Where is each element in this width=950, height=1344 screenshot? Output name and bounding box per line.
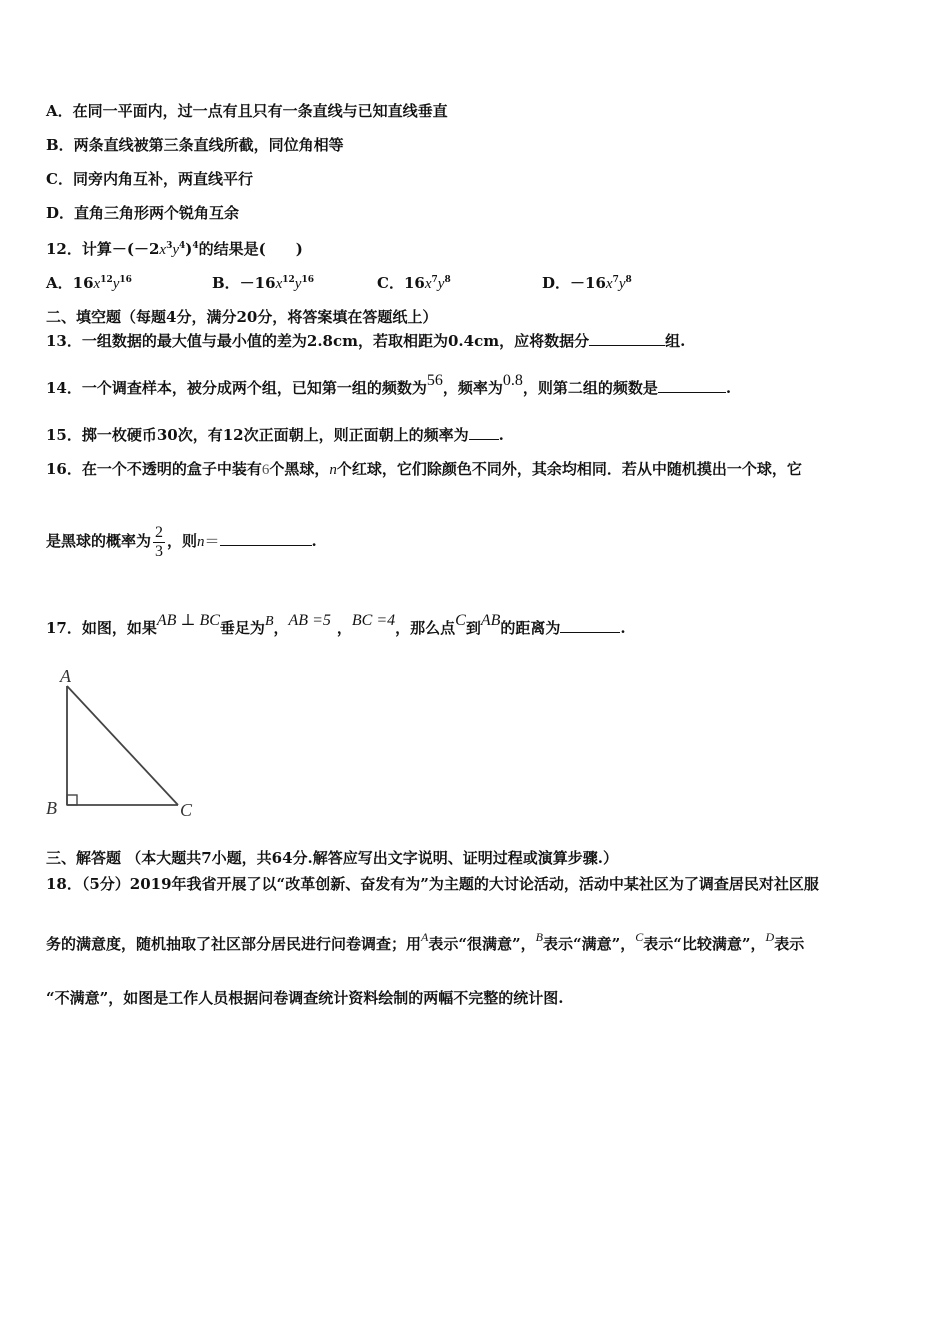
- q15-end: .: [498, 426, 504, 444]
- q12-option-d: D．$-16x^7y^8$: [542, 274, 632, 292]
- option-a: A．在同一平面内，过一点有且只有一条直线与已知直线垂直: [46, 102, 448, 120]
- q14-suffix: ，则第二组的频数是: [522, 379, 658, 397]
- question-15: [46, 425, 504, 445]
- q12-close: ): [185, 240, 193, 258]
- q17-perp: AB ⊥ BC: [156, 612, 220, 629]
- q17-to: 到: [465, 619, 481, 637]
- q18-C: C: [635, 930, 644, 944]
- q12-option-c: C．$16x^7y^8$: [377, 274, 451, 292]
- q18-B: B: [535, 930, 543, 944]
- q15-answer-blank: [469, 425, 499, 440]
- q16-frac-den: 3: [155, 542, 164, 560]
- option-b: B．两条直线被第三条直线所截，同位角相等: [46, 136, 344, 154]
- question-18-line3: “不满意”，如图是工作人员根据问卷调查统计资料绘制的两幅不完整的统计图.: [46, 989, 564, 1007]
- q17-mid: ，那么点: [395, 619, 456, 637]
- q14-rate: 0.8: [502, 372, 523, 389]
- question-16: [46, 459, 802, 480]
- q17-suffix: 的距离为: [500, 619, 561, 637]
- q12-option-a: A．$16x^{12}y^{16}$: [46, 274, 132, 292]
- q17-b: B: [264, 614, 274, 629]
- q17-bc: BC =4: [351, 612, 396, 629]
- q17-end: .: [620, 619, 626, 637]
- q16-n: n: [329, 462, 337, 478]
- q16-frac-num: 2: [155, 523, 164, 541]
- option-c: C．同旁内角互补，两直线平行: [46, 170, 253, 188]
- q12-outer-exp: 4: [192, 241, 199, 251]
- q16-line2-prefix: 是黑球的概率为: [46, 532, 152, 550]
- q18-line2-d: 表示“比较满意”，: [643, 935, 766, 953]
- q17-comma-1: ，: [273, 619, 289, 637]
- q16-mid2: 个红球，它们除颜色不同外，其余均相同．若从中随机摸出一个球，它: [336, 460, 802, 478]
- right-angle-mark: [67, 795, 77, 805]
- question-17: [46, 612, 626, 640]
- q13-text: 13．一组数据的最大值与最小值的差为2.8cm，若取相距为0.4cm，应将数据分: [46, 332, 590, 350]
- question-18-line2: [46, 930, 805, 955]
- question-16-line2: [46, 522, 317, 561]
- q16-eq: ＝: [204, 534, 220, 550]
- q16-six: 6: [261, 462, 270, 478]
- q17-ab2: AB: [480, 612, 501, 629]
- option-d: D．直角三角形两个锐角互余: [46, 204, 240, 222]
- q18-line2-e: 表示: [774, 935, 805, 953]
- q16-mid1: 个黑球，: [269, 460, 330, 478]
- question-18-line1: 18．（5分）2019年我省开展了以“改革创新、奋发有为”为主题的大讨论活动，活动中某社区为了调查居民对社区服: [46, 875, 819, 893]
- section-2-title: 二、填空题（每题4分，满分20分，将答案填在答题纸上）: [46, 308, 438, 326]
- q13-answer-blank: [589, 331, 665, 346]
- q17-answer-blank: [560, 618, 620, 633]
- q12-stem-prefix: 12．计算－(－2: [46, 240, 160, 258]
- question-13: [46, 331, 685, 351]
- q12-x-exp: 3: [166, 241, 173, 251]
- side-ac: [67, 686, 178, 805]
- q14-end: .: [725, 379, 732, 397]
- q13-suffix: 组.: [665, 332, 686, 350]
- q18-D: D: [765, 930, 775, 944]
- q16-prefix: 16．在一个不透明的盒子中装有: [46, 460, 262, 478]
- q12-stem-suffix: 的结果是( ): [198, 240, 303, 258]
- question-14: [46, 372, 732, 399]
- q14-frequency: 56: [426, 372, 443, 389]
- q12-y-exp: 4: [179, 241, 186, 251]
- q17-comma-2: ，: [336, 619, 352, 637]
- q16-n2: n: [197, 534, 205, 550]
- q17-ab: AB =5: [288, 612, 331, 629]
- question-12: [46, 239, 303, 260]
- section-3-title: 三、解答题 （本大题共7小题，共64分.解答应写出文字说明、证明过程或演算步骤.）: [46, 849, 618, 867]
- q18-A: A: [421, 930, 429, 944]
- q15-text: 15．掷一枚硬币30次，有12次正面朝上，则正面朝上的频率为: [46, 426, 469, 444]
- q16-fraction: [153, 524, 165, 561]
- q17-prefix: 17．如图，如果: [46, 619, 157, 637]
- q16-line2-mid: ，则: [167, 532, 198, 550]
- q16-end: .: [311, 532, 317, 550]
- q17-c: C: [455, 612, 466, 629]
- q14-mid: ，频率为: [442, 379, 503, 397]
- vertex-b-label: B: [46, 798, 57, 818]
- q16-answer-blank: [220, 531, 312, 546]
- q14-prefix: 14．一个调查样本，被分成两个组，已知第一组的频数为: [46, 379, 427, 397]
- vertex-a-label: A: [60, 666, 71, 686]
- q12-option-b: B．$-16x^{12}y^{16}$: [212, 274, 314, 292]
- q18-line2-b: 表示“很满意”，: [428, 935, 536, 953]
- q17-foot: 垂足为: [219, 619, 265, 637]
- vertex-c-label: C: [180, 800, 193, 820]
- triangle-figure: [40, 664, 210, 824]
- q18-line2-c: 表示“满意”，: [542, 935, 636, 953]
- q12-y: y: [172, 242, 180, 258]
- q14-answer-blank: [658, 378, 726, 393]
- q12-x: x: [159, 242, 167, 258]
- q18-line2-a: 务的满意度，随机抽取了社区部分居民进行问卷调查；用: [46, 935, 422, 953]
